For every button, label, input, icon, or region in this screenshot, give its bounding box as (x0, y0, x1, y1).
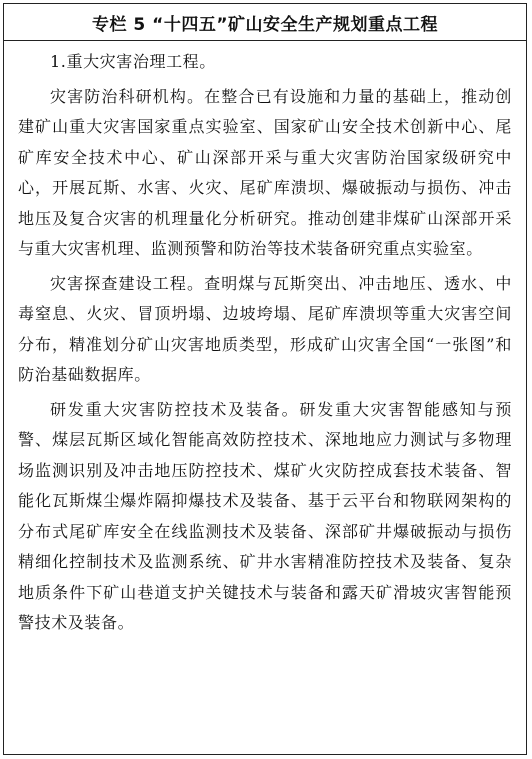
paragraph-disaster-survey: 灾害探查建设工程。查明煤与瓦斯突出、冲击地压、透水、中毒窒息、火灾、冒顶坍塌、边坡垮塌、尾矿库溃坝等重大灾害空间分布，精准划分矿山灾害地质类型，形成矿山灾害全国“一张图”和防治基础数据库。 (18, 273, 512, 384)
section-heading: 1.重大灾害治理工程。 (50, 52, 216, 71)
paragraph-technology-equipment: 研发重大灾害防控技术及装备。研发重大灾害智能感知与预警、煤层瓦斯区域化智能高效防控技术、深地地应力测试与多物理场监测识别及冲击地压防控技术、煤矿火灾防控成套技术装备、智能化瓦斯煤尘爆炸隔抑爆技术及装备、基于云平台和物联网架构的分布式尾矿库安全在线监测技术及装备、深部矿井爆破振动与损伤精细化控制技术及监测系统、矿井水害精准防控技术及装备、复杂地质条件下矿山巷道支护关键技术与装备和露天矿滑坡灾害智能预警技术及装备。 (18, 399, 512, 632)
box-content (4, 41, 526, 639)
sidebar-box (3, 3, 527, 755)
paragraph-research-institutions: 灾害防治科研机构。在整合已有设施和力量的基础上，推动创建矿山重大灾害国家重点实验室、国家矿山安全技术创新中心、尾矿库安全技术中心、矿山深部开采与重大灾害防治国家级研究中心，开展瓦斯、水害、火灾、尾矿库溃坝、爆破振动与损伤、冲击地压及复合灾害的机理量化分析研究。推动创建非煤矿山深部开采与重大灾害机理、监测预警和防治等技术装备研究重点实验室。 (18, 86, 512, 258)
box-title: 专栏 5 “十四五”矿山安全生产规划重点工程 (4, 4, 526, 41)
